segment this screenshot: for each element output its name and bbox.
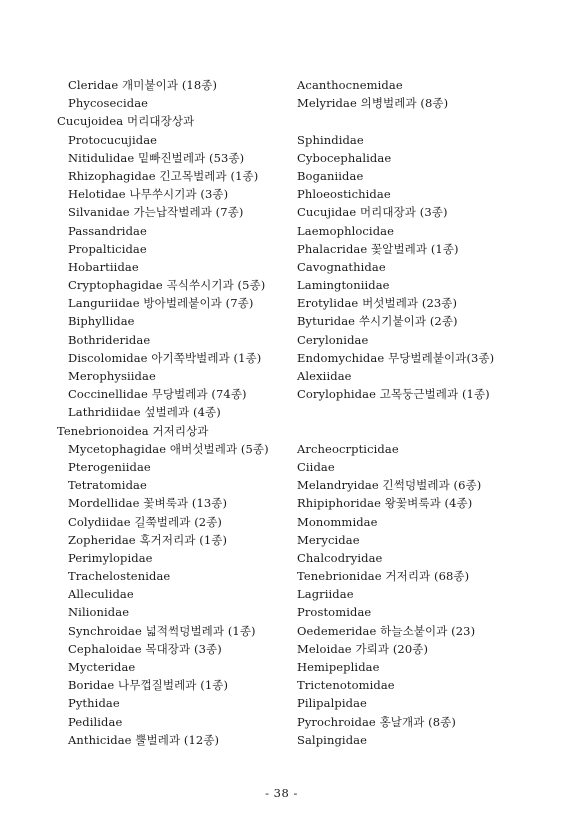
- family-entry: Bothrideridae: [68, 332, 151, 347]
- family-entry: Cleridae 개미붙이과 (18종): [68, 78, 218, 92]
- superfamily-heading: Tenebrionoidea 거저리상과: [57, 423, 209, 438]
- blank-line: [297, 422, 547, 440]
- family-entry: Phycosecidae: [68, 96, 149, 111]
- family-entry: Phalacridae 꽃알벌레과 (1종): [297, 241, 459, 256]
- family-entry: Ciidae: [297, 459, 335, 474]
- family-entry: Coccinellidae 무당벌레과 (74종): [68, 387, 247, 402]
- family-entry: Passandridae: [68, 223, 147, 238]
- family-entry: Cephaloidae 목대장과 (3종): [68, 641, 222, 656]
- family-entry: Tenebrionidae 거저리과 (68종): [297, 569, 470, 584]
- family-entry: Oedemeridae 하늘소붙이과 (23): [297, 623, 476, 638]
- family-entry: Propalticidae: [68, 241, 147, 256]
- family-entry: Lamingtoniidae: [297, 278, 390, 293]
- family-entry: Anthicidae 뿔벌레과 (12종): [68, 732, 220, 747]
- family-entry: Pedilidae: [68, 714, 123, 729]
- family-entry: Colydiidae 길쭉벌레과 (2종): [68, 514, 222, 529]
- family-entry: Pilipalpidae: [297, 696, 367, 711]
- family-entry: Erotylidae 버섯벌레과 (23종): [297, 296, 458, 311]
- family-entry: Alexiidae: [297, 369, 352, 383]
- family-entry: Trachelostenidae: [68, 569, 171, 584]
- family-entry: Phloeostichidae: [297, 187, 391, 202]
- family-entry: Salpingidae: [297, 732, 368, 747]
- family-entry: Perimylopidae: [68, 550, 153, 565]
- family-entry: Corylophidae 고목둥근벌레과 (1종): [297, 387, 490, 402]
- family-entry: Silvanidae 가는납작벌레과 (7종): [68, 205, 244, 220]
- family-entry: Synchroidae 넓적썩덩벌레과 (1종): [68, 623, 256, 638]
- blank-line: [297, 403, 547, 421]
- family-entry: Pythidae: [68, 696, 120, 711]
- family-entry: Rhizophagidae 긴고목벌레과 (1종): [68, 168, 259, 183]
- family-entry: Boridae 나무껍질벌레과 (1종): [68, 678, 229, 693]
- family-entry: Merycidae: [297, 532, 360, 547]
- family-entry: Pterogeniidae: [68, 459, 151, 474]
- family-entry: Cybocephalidae: [297, 150, 392, 165]
- family-entry: Laemophlocidae: [297, 223, 395, 238]
- family-entry: Merophysiidae: [68, 369, 156, 383]
- family-entry: Sphindidae: [297, 132, 364, 147]
- family-entry: Mordellidae 꽃벼룩과 (13종): [68, 496, 228, 511]
- family-entry: Archeocrpticidae: [297, 441, 399, 456]
- family-entry: Prostomidae: [297, 605, 372, 620]
- superfamily-heading: Cucujoidea 머리대장상과: [57, 114, 195, 129]
- family-entry: Nilionidae: [68, 605, 130, 620]
- page-number: - 38 -: [265, 786, 298, 800]
- family-entry: Zopheridae 혹거저리과 (1종): [68, 532, 228, 547]
- family-entry: Boganiidae: [297, 168, 364, 183]
- family-entry: Biphyllidae: [68, 314, 135, 329]
- family-entry: Cucujidae 머리대장과 (3종): [297, 205, 448, 220]
- family-entry: Pyrochroidae 홍날개과 (8종): [297, 714, 456, 729]
- family-entry: Meloidae 가뢰과 (20종): [297, 641, 429, 656]
- family-entry: Helotidae 나무쑤시기과 (3종): [68, 187, 229, 202]
- family-entry: Alleculidae: [68, 587, 134, 602]
- family-entry: Cryptophagidae 곡식쑤시기과 (5종): [68, 278, 266, 293]
- right-column: [297, 76, 547, 749]
- family-entry: Endomychidae 무당벌레붙이과(3종): [297, 350, 495, 365]
- family-entry: Cavognathidae: [297, 259, 386, 274]
- family-entry: Rhipiphoridae 왕꽃벼룩과 (4종): [297, 496, 473, 511]
- family-entry: Chalcodryidae: [297, 550, 383, 565]
- family-entry: Melandryidae 긴썩덩벌레과 (6종): [297, 478, 482, 493]
- family-entry: Cerylonidae: [297, 332, 369, 347]
- family-entry: Hobartiidae: [68, 259, 139, 274]
- family-entry: Mycetophagidae 애버섯벌레과 (5종): [68, 441, 269, 456]
- family-entry: Discolomidae 아기쪽박벌레과 (1종): [68, 350, 262, 365]
- family-entry: Mycteridae: [68, 660, 136, 674]
- family-entry: Monommidae: [297, 514, 378, 529]
- family-entry: Tetratomidae: [68, 478, 147, 493]
- family-entry: Nitidulidae 밑빠진벌레과 (53종): [68, 150, 245, 165]
- family-entry: Protocucujidae: [68, 132, 158, 147]
- family-entry: Hemipeplidae: [297, 660, 380, 674]
- left-column: [57, 76, 297, 749]
- family-entry: Lathridiidae 섶벌레과 (4종): [68, 405, 221, 420]
- family-entry: Melyridae 의병벌레과 (8종): [297, 96, 449, 111]
- family-entry: Trictenotomidae: [297, 678, 395, 693]
- family-entry: Byturidae 쑤시기붙이과 (2종): [297, 314, 458, 329]
- family-entry: Acanthocnemidae: [297, 78, 403, 92]
- family-entry: Lagriidae: [297, 587, 354, 602]
- family-entry: Languriidae 방아벌레붙이과 (7종): [68, 296, 254, 311]
- blank-line: [297, 112, 547, 130]
